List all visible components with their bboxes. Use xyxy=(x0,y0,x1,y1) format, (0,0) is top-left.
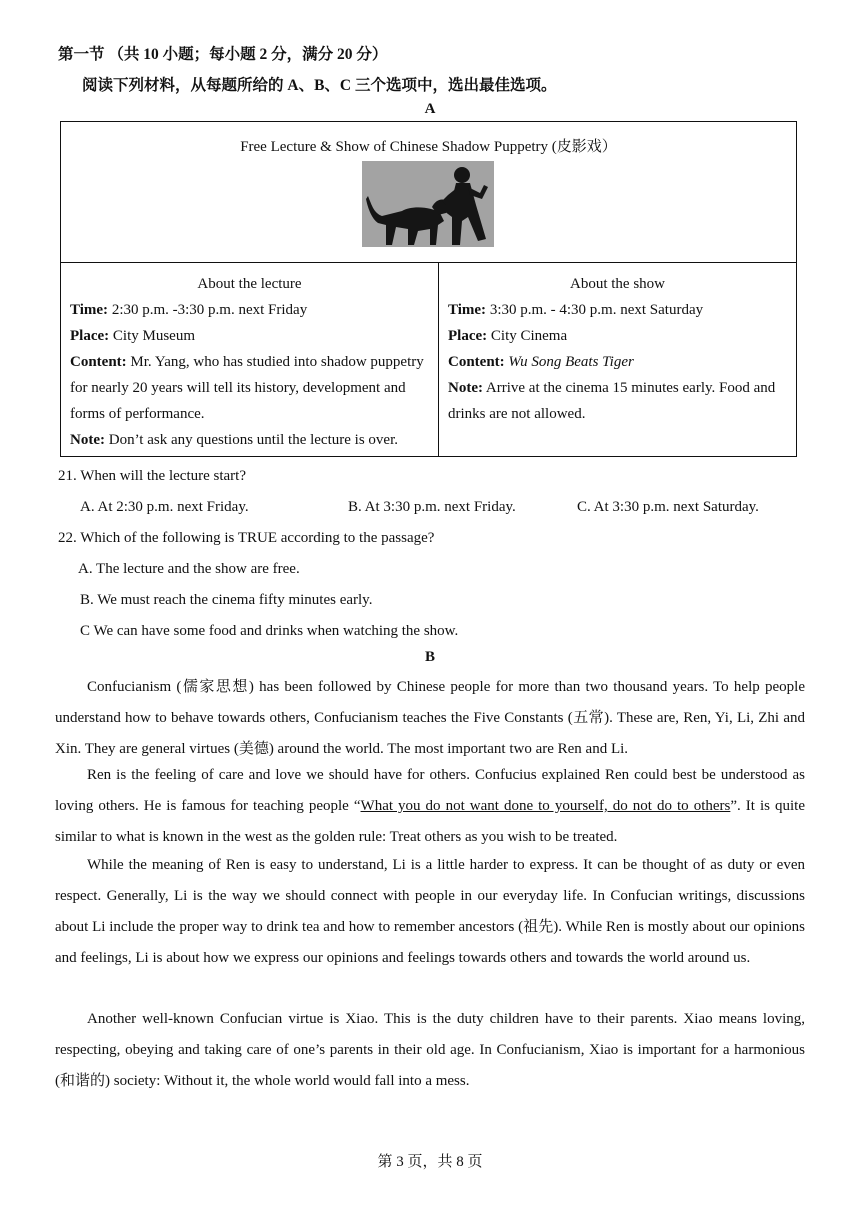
note-label: Note: xyxy=(70,432,105,448)
instructions: 阅读下列材料，从每题所给的 A、B、C 三个选项中，选出最佳选项。 xyxy=(82,77,557,94)
content-value: Wu Song Beats Tiger xyxy=(504,354,634,370)
question-21-option-a[interactable]: A. At 2:30 p.m. next Friday. xyxy=(80,499,249,515)
shadow-puppet-image xyxy=(362,161,494,247)
show-column xyxy=(439,263,796,456)
question-21-option-b[interactable]: B. At 3:30 p.m. next Friday. xyxy=(348,499,516,515)
place-label: Place: xyxy=(70,328,110,344)
passage-b-paragraph-1: Confucianism (儒家思想) has been followed by Chinese people for more than two thousand years. To help people understand how to behave towards others, Confucianism teaches the Five Constants (五常). These are, Ren, Yi, Li, Zhi and Xin. They are general virtues (美德) around the world. The most important two are Ren and Li. xyxy=(55,679,805,757)
lecture-place xyxy=(70,323,429,349)
content-value: Mr. Yang, who has studied into shadow puppetry for nearly 20 years will tell its history, development and forms of performance. xyxy=(70,354,424,422)
time-label: Time: xyxy=(448,302,487,318)
lecture-heading: About the lecture xyxy=(197,276,302,292)
question-22-stem: 22. Which of the following is TRUE according to the passage? xyxy=(58,530,435,546)
passage-b-label: B xyxy=(424,649,435,665)
paragraph-2-end: ”. It is quite similar to what is known in the west as the golden rule: Treat others as you wish to be treated. xyxy=(55,798,805,845)
advertisement-box xyxy=(60,121,797,457)
page-footer: 第 3 页，共 8 页 xyxy=(377,1154,483,1170)
advertisement-title: Free Lecture & Show of Chinese Shadow Puppetry (皮影戏） xyxy=(240,139,617,155)
question-22-option-b[interactable]: B. We must reach the cinema fifty minutes early. xyxy=(80,592,373,608)
place-value: City Museum xyxy=(109,328,195,344)
show-place xyxy=(448,323,787,349)
show-heading: About the show xyxy=(570,276,665,292)
content-label: Content: xyxy=(70,354,127,370)
note-label: Note: xyxy=(448,380,483,396)
place-label: Place: xyxy=(448,328,488,344)
advertisement-header xyxy=(61,122,796,263)
golden-rule-quote: What you do not want done to yourself, do not do to others xyxy=(360,798,731,814)
lecture-note xyxy=(70,427,429,453)
lecture-time xyxy=(70,297,429,323)
show-time xyxy=(448,297,787,323)
question-21-stem: 21. When will the lecture start? xyxy=(58,468,246,484)
note-value: Arrive at the cinema 15 minutes early. Food and drinks are not allowed. xyxy=(448,380,776,422)
time-value: 2:30 p.m. -3:30 p.m. next Friday xyxy=(108,302,308,318)
paragraph-2-start: Ren is the feeling of care and love we should have for others. Confucius explained Ren could best be understood as loving others. He is famous for teaching people “ xyxy=(55,767,805,814)
note-value: Don’t ask any questions until the lecture is over. xyxy=(104,432,398,448)
question-22-option-c[interactable]: C We can have some food and drinks when watching the show. xyxy=(80,623,459,639)
passage-b-paragraph-3: While the meaning of Ren is easy to understand, Li is a little harder to express. It can be thought of as duty or even respect. Generally, Li is the way we should connect with people in our everyday life. In Confucian writings, discussions about Li include the proper way to drink tea and how to remember ancestors (祖先). While Ren is mostly about our opinions and feelings, Li is about how we express our opinions and feelings towards others and towards the world around us. xyxy=(55,857,805,966)
time-value: 3:30 p.m. - 4:30 p.m. next Saturday xyxy=(486,302,704,318)
lecture-column xyxy=(61,263,439,456)
question-22-option-a[interactable]: A. The lecture and the show are free. xyxy=(78,561,300,577)
question-21-option-c[interactable]: C. At 3:30 p.m. next Saturday. xyxy=(577,499,759,515)
place-value: City Cinema xyxy=(487,328,568,344)
content-label: Content: xyxy=(448,354,505,370)
puppet-silhouette-icon xyxy=(362,161,494,247)
passage-b-paragraph-2 xyxy=(55,760,805,853)
section-title: 第一节 （共 10 小题；每小题 2 分，满分 20 分） xyxy=(58,46,388,63)
passage-a-label: A xyxy=(424,101,436,117)
passage-b-paragraph-4: Another well-known Confucian virtue is Xiao. This is the duty children have to their parents. Xiao means loving, respecting, obeying and taking care of one’s parents in their old age. In Confucianism, Xiao is important for a harmonious (和谐的) society: Without it, the whole world would fall into a mess. xyxy=(55,1011,805,1089)
show-content xyxy=(448,349,787,375)
time-label: Time: xyxy=(70,302,109,318)
show-note xyxy=(448,375,787,427)
lecture-content xyxy=(70,349,429,427)
